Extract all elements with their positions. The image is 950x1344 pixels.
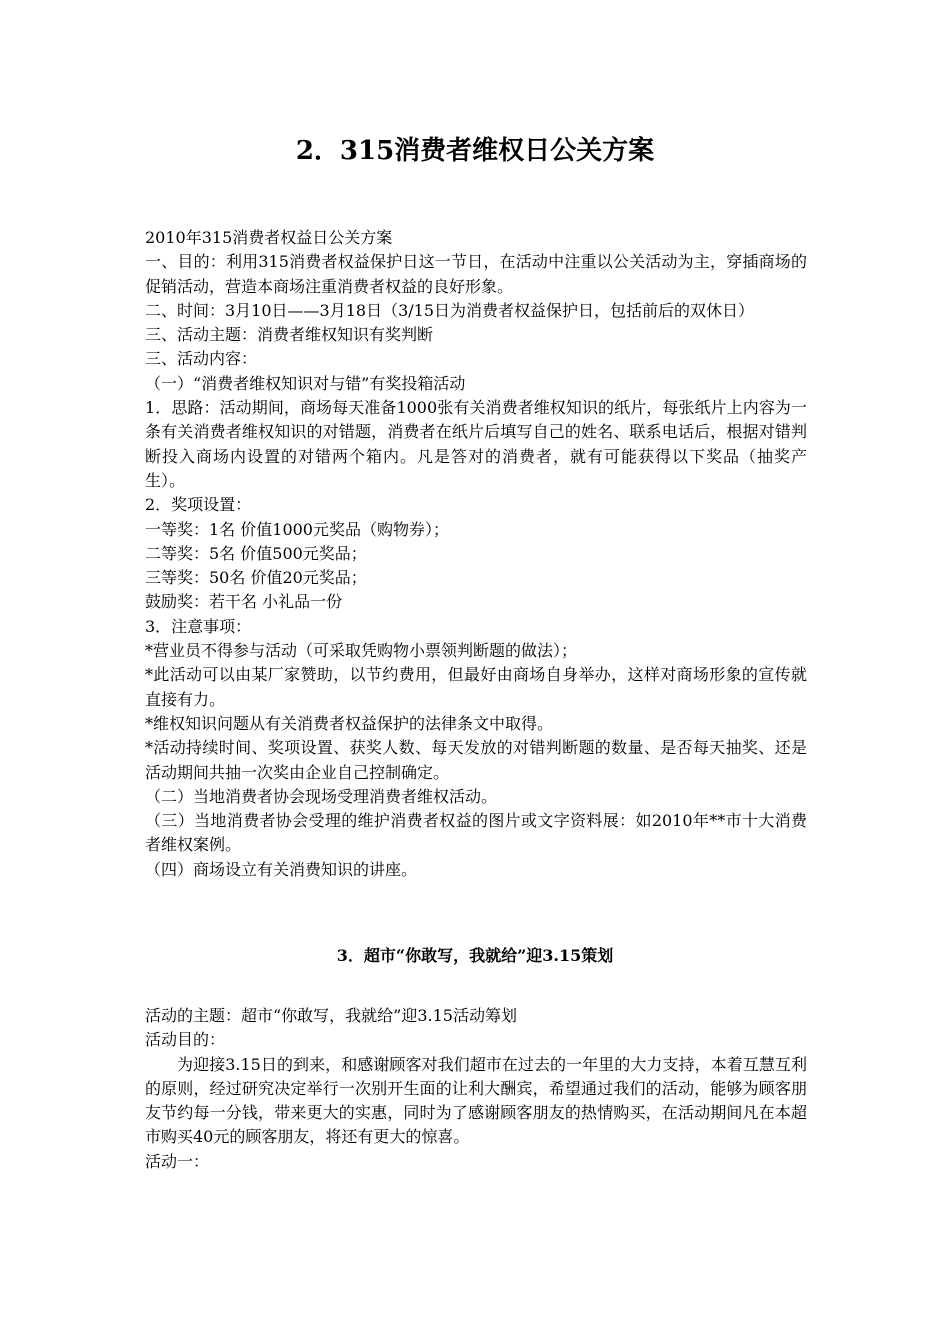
paragraph: （一）“消费者维权知识对与错”有奖投箱活动 (145, 373, 466, 393)
paragraph: （二）当地消费者协会现场受理消费者维权活动。 (145, 786, 498, 806)
paragraph: 三、活动主题：消费者维权知识有奖判断 (145, 325, 434, 345)
section-315-plan (145, 226, 807, 882)
section-supermarket-plan (145, 1004, 807, 1174)
document-title: 2．315消费者维权日公关方案 (295, 136, 655, 166)
paragraph: 三等奖：50名 价值20元奖品； (145, 568, 367, 588)
paragraph: *营业员不得参与活动（可采取凭购物小票领判断题的做法）； (145, 641, 578, 661)
paragraph: 鼓励奖：若干名 小礼品一份 (145, 592, 343, 612)
activity-theme: 活动的主题：超市“你敢写，我就给”迎3.15活动筹划 (145, 1006, 517, 1025)
section-subtitle: 3．超市“你敢写，我就给”迎3.15策划 (336, 946, 614, 965)
paragraph: *维权知识问题从有关消费者权益保护的法律条文中取得。 (145, 713, 554, 733)
paragraph: *此活动可以由某厂家赞助，以节约费用，但最好由商场自身举办，这样对商场形象的宣传就直接有力。 (145, 665, 807, 709)
paragraph: 三、活动内容： (145, 349, 258, 369)
purpose-text: 为迎接3.15日的到来，和感谢顾客对我们超市在过去的一年里的大力支持，本着互慧互利的原则，经过研究决定举行一次别开生面的让利大酬宾，希望通过我们的活动，能够为顾客朋友节约每一分钱，带来更大的实惠，同时为了感谢顾客朋友的热情购买，在活动期间凡在本超市购买40元的顾客朋友，将还有更大的惊喜。 (145, 1054, 807, 1147)
activity-one-label: 活动一： (145, 1151, 210, 1171)
paragraph: 2010年315消费者权益日公关方案 (145, 228, 393, 247)
paragraph: 一等奖：1名 价值1000元奖品（购物券）； (145, 519, 449, 539)
paragraph: 3．注意事项： (145, 616, 252, 636)
paragraph: *活动持续时间、奖项设置、获奖人数、每天发放的对错判断题的数量、是否每天抽奖、还是活动期间共抽一次奖由企业自己控制确定。 (145, 738, 807, 782)
paragraph: 2．奖项设置： (145, 495, 252, 515)
paragraph: （四）商场设立有关消费知识的讲座。 (145, 859, 418, 879)
purpose-label: 活动目的： (145, 1030, 226, 1050)
paragraph: 二、时间：3月10日——3月18日（3/15日为消费者权益保护日，包括前后的双休日） (145, 300, 755, 320)
paragraph: 二等奖：5名 价值500元奖品； (145, 543, 367, 563)
paragraph: 1．思路：活动期间，商场每天准备1000张有关消费者维权知识的纸片，每张纸片上内容为一条有关消费者维权知识的对错题，消费者在纸片后填写自己的姓名、联系电话后，根据对错判断投入商场内设置的对错两个箱内。凡是答对的消费者，就有可能获得以下奖品（抽奖产生）。 (145, 398, 807, 490)
paragraph: 一、目的：利用315消费者权益保护日这一节日，在活动中注重以公关活动为主，穿插商场的促销活动，营造本商场注重消费者权益的良好形象。 (145, 252, 807, 296)
paragraph: （三）当地消费者协会受理的维护消费者权益的图片或文字资料展：如2010年**市十大消费者维权案例。 (145, 811, 807, 855)
